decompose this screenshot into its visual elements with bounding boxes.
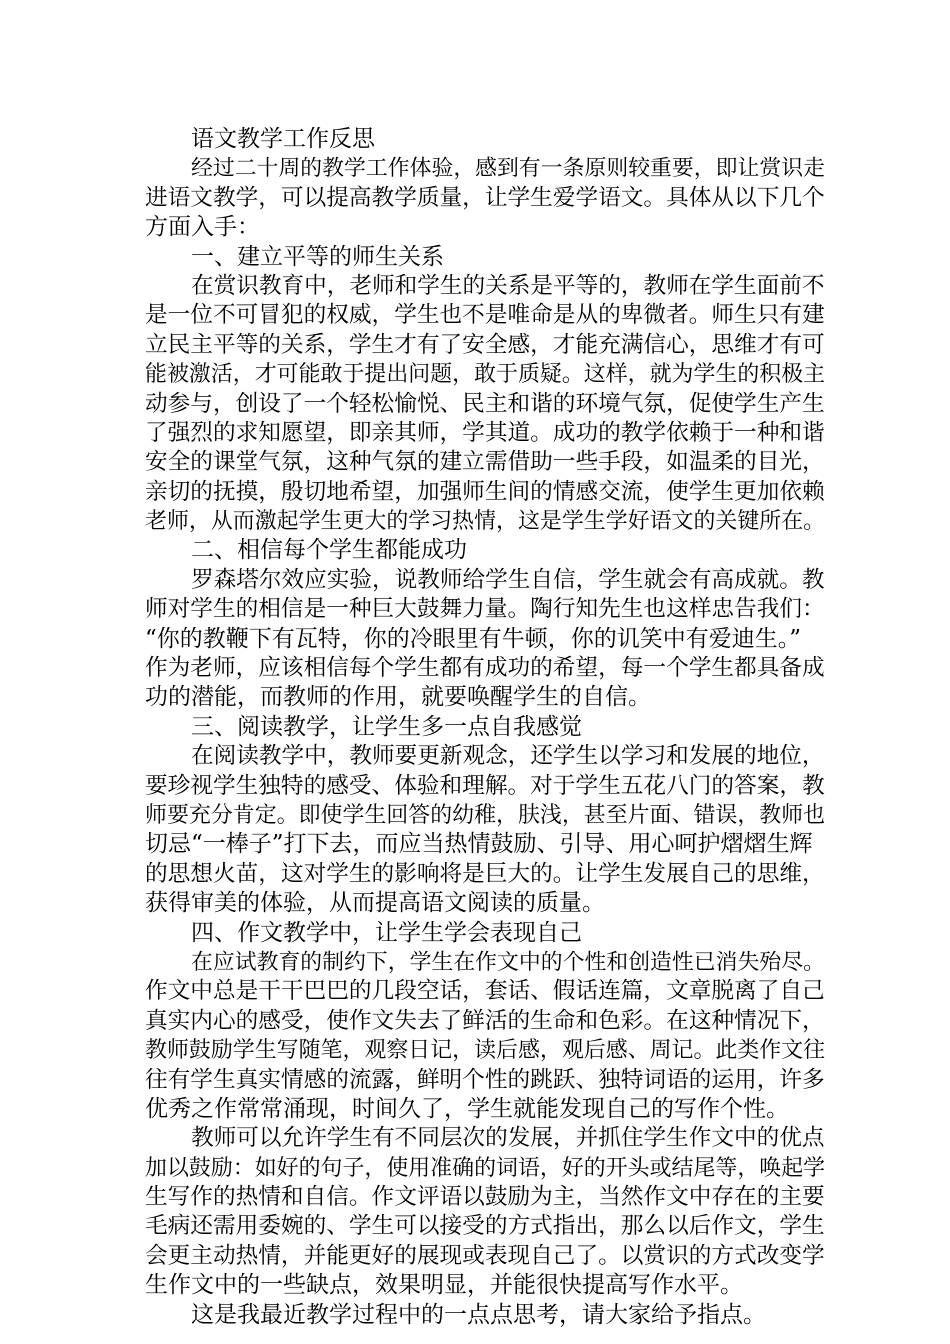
text-line: 这是我最近教学过程中的一点点思考，请大家给予指点。: [191, 1301, 766, 1328]
text-line: 方面入手：: [145, 214, 260, 241]
text-line: 师要充分肯定。即使学生回答的幼稚，肤浅，甚至片面、错误，教师也: [145, 802, 826, 828]
document-body: [145, 154, 825, 1330]
text-line: 作文中总是干干巴巴的几段空话，套话、假话连篇，文章脱离了自己: [145, 978, 825, 1005]
text-line: 往有学生真实情感的流露，鲜明个性的跳跃、独特词语的运用，许多: [145, 1066, 825, 1093]
text-line: 是一位不可冒犯的权威，学生也不是唯命是从的卑微者。师生只有建: [145, 302, 825, 329]
text-line: 了强烈的求知愿望，即亲其师，学其道。成功的教学依赖于一种和谐: [145, 419, 825, 446]
document-page: [145, 125, 825, 1330]
text-line: 的思想火苗，这对学生的影响将是巨大的。让学生发展自己的思维，: [145, 860, 825, 887]
text-line: 罗森塔尔效应实验，说教师给学生自信，学生就会有高成就。教: [191, 566, 825, 593]
text-line: 在赏识教育中，老师和学生的关系是平等的，教师在学生面前不: [191, 272, 825, 299]
text-line: 亲切的抚摸，殷切地希望，加强师生间的情感交流，使学生更加依赖: [145, 478, 825, 505]
text-line: 优秀之作常常涌现，时间久了，学生就能发现自己的写作个性。: [145, 1095, 789, 1122]
document-title: 语文教学工作反思: [191, 126, 375, 152]
text-line: 一、建立平等的师生关系: [191, 243, 444, 270]
text-line: 教师可以允许学生有不同层次的发展，并抓住学生作文中的优点: [191, 1125, 825, 1152]
text-line: 二、相信每个学生都能成功: [191, 537, 467, 564]
text-line: 在阅读教学中，教师要更新观念，还学生以学习和发展的地位，: [191, 743, 825, 770]
text-line: 立民主平等的关系，学生才有了安全感，才能充满信心，思维才有可: [145, 331, 825, 358]
text-line: 四、作文教学中，让学生学会表现自己: [191, 919, 582, 946]
text-line: 在应试教育的制约下，学生在作文中的个性和创造性已消失殆尽。: [191, 949, 825, 975]
text-line: 师对学生的相信是一种巨大鼓舞力量。陶行知先生也这样忠告我们：: [145, 596, 825, 623]
text-line: 老师，从而激起学生更大的学习热情，这是学生学好语文的关键所在。: [145, 509, 826, 535]
text-line: 生写作的热情和自信。作文评语以鼓励为主，当然作文中存在的主要: [145, 1184, 825, 1211]
text-line: 毛病还需用委婉的、学生可以接受的方式指出，那么以后作文，学生: [145, 1213, 825, 1240]
text-line: 获得审美的体验，从而提高语文阅读的质量。: [145, 890, 605, 917]
text-line: 教师鼓励学生写随笔，观察日记，读后感，观后感、周记。此类作文往: [145, 1038, 826, 1064]
text-line: 作为老师，应该相信每个学生都有成功的希望，每一个学生都具备成: [145, 655, 825, 682]
text-line: 会更主动热情，并能更好的展现或表现自己了。以赏识的方式改变学: [145, 1242, 825, 1269]
text-line: 动参与，创设了一个轻松愉悦、民主和谐的环境气氛，促使学生产生: [145, 390, 825, 417]
text-line: 功的潜能，而教师的作用，就要唤醒学生的自信。: [145, 684, 651, 711]
text-line: 安全的课堂气氛，这种气氛的建立需借助一些手段，如温柔的目光，: [145, 449, 825, 476]
text-line: 生作文中的一些缺点，效果明显，并能很快提高写作水平。: [145, 1272, 743, 1299]
text-line: 经过二十周的教学工作体验，感到有一条原则较重要，即让赏识走: [191, 156, 825, 182]
text-line: 进语文教学，可以提高教学质量，让学生爱学语文。具体从以下几个: [145, 184, 825, 211]
text-line: 三、阅读教学，让学生多一点自我感觉: [191, 713, 582, 740]
text-line: 切忌“一棒子”打下去，而应当热情鼓励、引导、用心呵护熠熠生辉: [145, 831, 813, 858]
text-line: 加以鼓励：如好的句子，使用准确的词语，好的开头或结尾等，唤起学: [145, 1155, 826, 1181]
text-line: 真实内心的感受，使作文失去了鲜活的生命和色彩。在这种情况下，: [145, 1007, 825, 1034]
text-line: 能被激活，才可能敢于提出问题，敢于质疑。这样，就为学生的积极主: [145, 362, 826, 388]
text-line: “你的教鞭下有瓦特，你的冷眼里有牛顿，你的讥笑中有爱迪生。”: [145, 625, 802, 652]
text-line: 要珍视学生独特的感受、体验和理解。对于学生五花八门的答案，教: [145, 772, 825, 799]
